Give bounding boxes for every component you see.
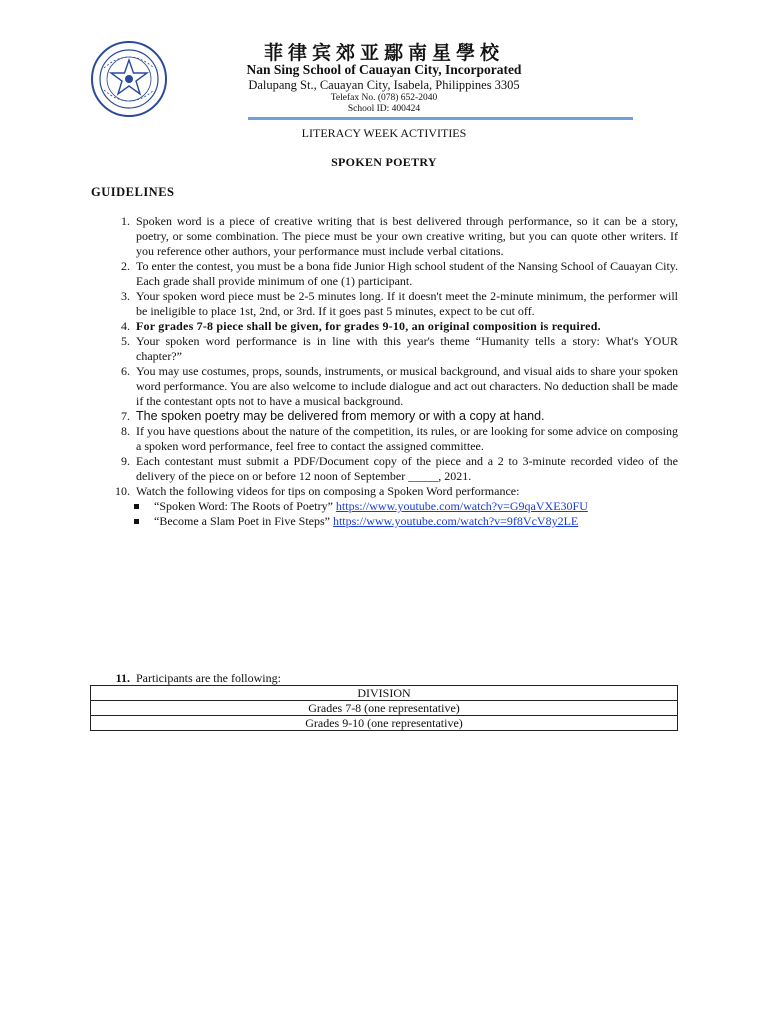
document-subtitle: SPOKEN POETRY (331, 155, 437, 169)
item-text: Each contestant must submit a PDF/Document copy of the piece and a 2 to 3-minute recorded video of the delivery of the piece on or before 12 noon of September _____, 2021. (136, 454, 678, 483)
item-number: 1. (121, 214, 130, 228)
item-text: Spoken word is a piece of creative writing that is best delivered through performance, so it can be a story, poetry, or some combination. The piece must be your own creative writing, but you can quote other writers. If you reference other authors, your performance must include verbal citations. (136, 214, 678, 258)
bullet-icon (134, 519, 139, 524)
item-number: 5. (121, 334, 130, 348)
participants-heading (110, 671, 281, 686)
item-text: The spoken poetry may be delivered from memory or with a copy at hand. (136, 409, 545, 423)
item-number: 3. (121, 289, 130, 303)
table-header-row (91, 686, 678, 701)
item-text: You may use costumes, props, sounds, instruments, or musical background, and visual aids to share your spoken word performance. You are also welcome to include dialogue and act out characters. No deduction shall be made if the contestant opts not to have a musical background. (136, 364, 678, 408)
video-title: “Become a Slam Poet in Five Steps” (154, 514, 330, 528)
video-title: “Spoken Word: The Roots of Poetry” (154, 499, 333, 513)
list-item (110, 409, 678, 424)
item-text: For grades 7-8 piece shall be given, for grades 9-10, an original composition is required. (136, 319, 601, 333)
list-item (110, 334, 678, 364)
section-heading: GUIDELINES (91, 185, 175, 199)
list-item (110, 454, 678, 484)
item-number: 2. (121, 259, 130, 273)
item-text: To enter the contest, you must be a bona fide Junior High school student of the Nansing School of Cauayan City. Each grade shall provide minimum of one (1) participant. (136, 259, 678, 288)
table-cell: Grades 9-10 (one representative) (91, 716, 678, 731)
list-item (110, 484, 678, 499)
video-list-item (110, 514, 678, 529)
list-item (110, 424, 678, 454)
school-address: Dalupang St., Cauayan City, Isabela, Philippines 3305 (248, 78, 520, 92)
guidelines-list (110, 214, 678, 529)
school-id: School ID: 400424 (347, 104, 421, 114)
video-link[interactable]: https://www.youtube.com/watch?v=9f8VcV8y2LE (332, 514, 579, 528)
item-text: If you have questions about the nature of the competition, its rules, or are looking for some advice on composing a spoken word performance, feel free to contact the assigned committee. (136, 424, 678, 453)
item-number: 4. (121, 319, 130, 333)
bullet-icon (134, 504, 139, 509)
item-number: 11. (115, 671, 130, 685)
list-item (110, 319, 678, 334)
table-row (91, 716, 678, 731)
table-header-cell: DIVISION (91, 686, 678, 701)
document-title: LITERACY WEEK ACTIVITIES (301, 126, 467, 140)
list-item (110, 289, 678, 319)
video-link[interactable]: https://www.youtube.com/watch?v=G9qaVXE30FU (335, 499, 588, 513)
school-chinese-name: 菲律宾郊亚鄢南星學校 (263, 42, 504, 64)
header-rule (248, 117, 633, 120)
video-list-item (110, 499, 678, 514)
table-cell: Grades 7-8 (one representative) (91, 701, 678, 716)
item-text: Watch the following videos for tips on composing a Spoken Word performance: (136, 484, 520, 498)
list-item (110, 259, 678, 289)
item-text: Your spoken word performance is in line with this year's theme “Humanity tells a story: What's YOUR chapter?” (136, 334, 678, 363)
item-number: 10. (115, 484, 130, 498)
division-table (90, 685, 678, 731)
item-number: 8. (121, 424, 130, 438)
school-name: Nan Sing School of Cauayan City, Incorporated (246, 62, 522, 77)
table-row (91, 701, 678, 716)
item-number: 6. (121, 364, 130, 378)
item-number: 7. (121, 409, 130, 423)
list-item (110, 214, 678, 259)
item-text: Your spoken word piece must be 2-5 minutes long. If it doesn't meet the 2-minute minimum, the performer will be ineligible to place 1st, 2nd, or 3rd. If it goes past 5 minutes, expect to be cut off. (136, 289, 678, 318)
item-number: 9. (121, 454, 130, 468)
school-telefax: Telefax No. (078) 652-2040 (330, 93, 438, 103)
school-seal-logo (90, 40, 168, 118)
list-item (110, 364, 678, 409)
participants-text: Participants are the following: (136, 671, 281, 685)
